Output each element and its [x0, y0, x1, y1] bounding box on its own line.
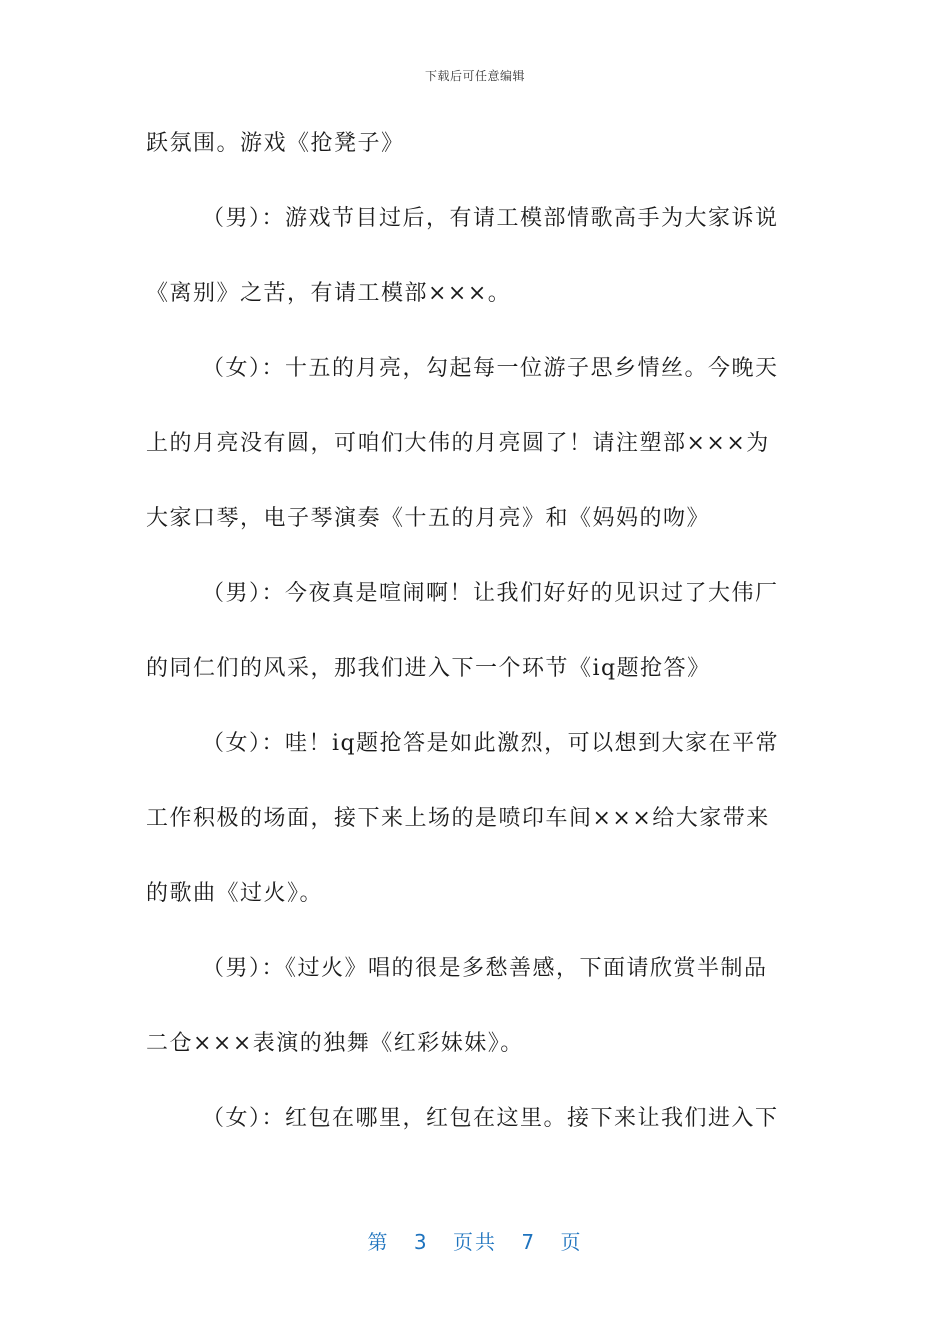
text-line: （女）：红包在哪里，红包在这里。接下来让我们进入下: [202, 1106, 779, 1131]
text-line: （男）：《过火》唱的很是多愁善感，下面请欣赏半制品: [202, 956, 768, 981]
text-line: 二仓×××表演的独舞《红彩妹妹》。: [146, 1031, 524, 1056]
text-line: 《离别》之苦，有请工模部×××。: [146, 281, 512, 306]
page-footer: [0, 1226, 950, 1255]
footer-current-page: 3: [413, 1230, 429, 1254]
text-line: （男）：今夜真是喧闹啊！让我们好好的见识过了大伟厂: [202, 581, 779, 606]
text-line: 的同仁们的风采，那我们进入下一个环节《iq题抢答》: [146, 656, 711, 681]
text-line: 的歌曲《过火》。: [146, 881, 324, 906]
text-line: 跃氛围。游戏《抢凳子》: [146, 131, 405, 156]
page-header: 下载后可任意编辑: [424, 69, 525, 83]
text-line: （男）：游戏节目过后，有请工模部情歌高手为大家诉说: [202, 206, 779, 231]
text-line: （女）：哇！iq题抢答是如此激烈，可以想到大家在平常: [202, 731, 780, 756]
text-line: 工作积极的场面，接下来上场的是喷印车间×××给大家带来: [146, 806, 770, 831]
text-line: 上的月亮没有圆，可咱们大伟的月亮圆了！请注塑部×××为: [146, 431, 770, 456]
footer-total-pages: 7: [521, 1230, 537, 1254]
footer-label-end: 页: [560, 1230, 583, 1254]
footer-label-total: 页共: [453, 1230, 497, 1254]
text-line: 大家口琴，电子琴演奏《十五的月亮》和《妈妈的吻》: [146, 506, 711, 531]
text-line: （女）：十五的月亮，勾起每一位游子思乡情丝。今晚天: [202, 356, 779, 381]
footer-label-page: 第: [367, 1230, 390, 1254]
